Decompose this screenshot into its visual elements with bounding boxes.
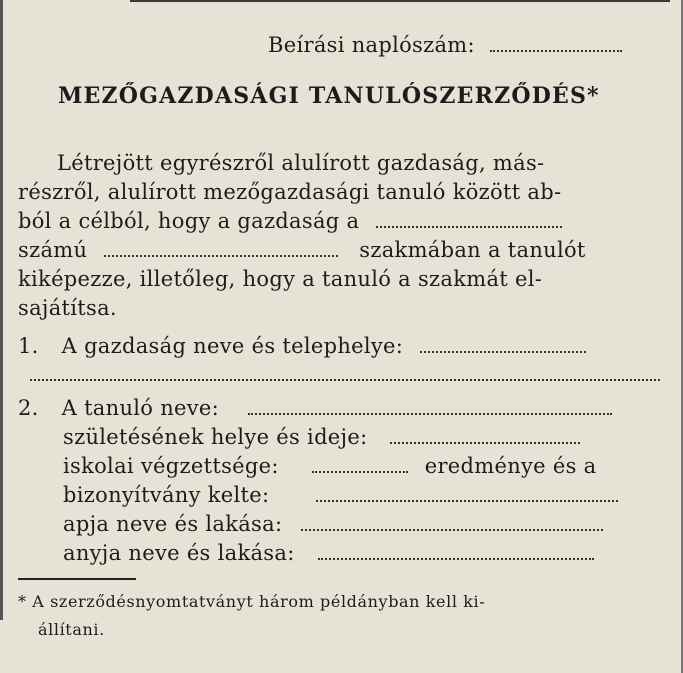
trade-number-field[interactable] [376,212,562,228]
farm-name-field[interactable] [420,337,586,353]
section-1-number: 1. [18,334,39,358]
intro-line-3 [18,209,562,233]
document-title: MEZŐGAZDASÁGI TANULÓSZERZŐDÉS* [58,83,600,109]
footnote-line-1: * A szerződésnyomtatványt három példányban kell ki- [18,592,486,611]
mother-label: anyja neve és lakása: [63,541,295,565]
farm-address-field[interactable] [30,365,660,381]
birth-row [63,425,580,449]
intro-line-4-text-b: szakmában a tanulót [359,238,586,262]
register-number-row [268,33,622,57]
intro-line-3-text: ból a célból, hogy a gazdaság a [18,209,360,233]
school-label: iskolai végzettsége: [63,454,279,478]
mother-row [63,541,594,565]
left-border [0,0,3,620]
register-number-label: Beírási naplószám: [268,33,475,57]
footnote-rule [18,578,136,580]
footnote-line-2: állítani. [38,620,105,639]
section-2-row [18,396,612,420]
intro-line-4-text-a: számú [18,238,88,262]
mother-field[interactable] [318,544,594,560]
birth-field[interactable] [390,428,580,444]
section-1-continuation [30,362,660,386]
certificate-label: bizonyítvány kelte: [63,483,270,507]
student-name-label: A tanuló neve: [61,396,220,420]
intro-line-6: sajátítsa. [18,296,117,320]
trade-name-field[interactable] [104,241,338,257]
father-label: apja neve és lakása: [63,512,283,536]
intro-line-5: kiképezze, illetőleg, hogy a tanuló a szakmát el- [18,267,543,291]
section-1-label: A gazdaság neve és telephelye: [61,334,404,358]
section-1-row [18,334,586,358]
certificate-row [63,483,618,507]
student-name-field[interactable] [248,399,612,415]
register-number-field[interactable] [490,36,622,52]
father-field[interactable] [301,515,603,531]
intro-line-4 [18,238,586,262]
birth-label: születésének helye és ideje: [63,425,368,449]
school-row [63,454,597,478]
intro-line-2: részről, alulírott mezőgazdasági tanuló között ab- [18,180,562,204]
section-2-number: 2. [18,396,39,420]
father-row [63,512,603,536]
top-rule [130,0,670,2]
intro-line-1: Létrejött egyrészről alulírott gazdaság, más- [57,151,545,175]
school-field[interactable] [312,457,408,473]
certificate-date-field[interactable] [316,486,618,502]
result-label: eredménye és a [424,454,597,478]
